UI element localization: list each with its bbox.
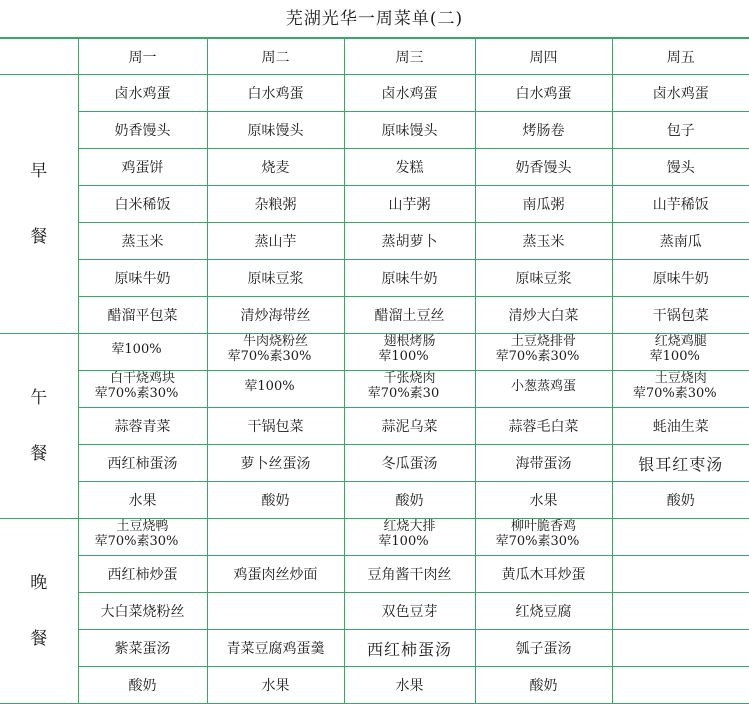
dish-cell: 酸奶 — [344, 482, 475, 519]
dish-cell: 紫菜蛋汤 — [78, 630, 207, 667]
dinner-label-char: 晚 — [30, 573, 48, 593]
header-row — [0, 39, 749, 75]
dish-cell: 白米稀饭 — [78, 186, 207, 223]
dish-cell — [344, 519, 475, 556]
breakfast-row — [0, 223, 749, 260]
lunch-row — [0, 371, 749, 408]
dish-cell: 蒸山芋 — [207, 223, 344, 260]
dish-two-line — [613, 371, 749, 401]
menu-title: 芜湖光华一周菜单(二) — [0, 0, 749, 38]
dish-two-line — [345, 334, 475, 364]
lunch-row — [0, 334, 749, 371]
dish-cell — [344, 334, 475, 371]
dish-cell: 卤水鸡蛋 — [612, 75, 749, 112]
dish-cell: 清炒海带丝 — [207, 297, 344, 334]
day-header: 周二 — [207, 39, 344, 75]
dish-cell: 水果 — [78, 482, 207, 519]
dish-cell: 山芋稀饭 — [612, 186, 749, 223]
dish-name: 千张烧肉 — [383, 371, 436, 386]
dish-name: 土豆烧鸭 — [116, 519, 169, 534]
dish-cell: 醋溜土豆丝 — [344, 297, 475, 334]
dish-cell: 青菜豆腐鸡蛋羹 — [207, 630, 344, 667]
dish-cell: 卤水鸡蛋 — [344, 75, 475, 112]
dish-cell — [475, 519, 612, 556]
dish-cell: 黄瓜木耳炒蛋 — [475, 556, 612, 593]
dish-two-line — [345, 371, 475, 401]
dish-cell: 原味豆浆 — [207, 260, 344, 297]
dinner-row — [0, 556, 749, 593]
dish-ratio: 荤70%素30% — [94, 534, 179, 549]
dish-cell: 烧麦 — [207, 149, 344, 186]
dish-cell: 奶香馒头 — [475, 149, 612, 186]
day-header: 周四 — [475, 39, 612, 75]
dish-cell: 豆角酱干肉丝 — [344, 556, 475, 593]
dish-two-line — [208, 379, 344, 394]
dish-cell: 烤肠卷 — [475, 112, 612, 149]
dish-two-line — [79, 371, 207, 401]
lunch-label-char: 餐 — [30, 444, 48, 464]
dish-cell: 蒸南瓜 — [612, 223, 749, 260]
lunch-label-char: 午 — [30, 388, 48, 408]
dish-cell — [78, 519, 207, 556]
dish-cell: 酸奶 — [78, 667, 207, 704]
dish-two-line — [476, 519, 612, 549]
dish-cell: 蒸玉米 — [475, 223, 612, 260]
dish-cell — [612, 630, 749, 667]
dish-cell — [612, 519, 749, 556]
dish-cell: 蒸胡萝卜 — [344, 223, 475, 260]
dish-two-line — [476, 379, 612, 394]
dish-name: 土豆烧肉 — [654, 371, 707, 386]
dish-cell: 发糕 — [344, 149, 475, 186]
breakfast-row — [0, 112, 749, 149]
dish-two-line — [345, 519, 475, 549]
dish-cell: 水果 — [344, 667, 475, 704]
dish-cell: 原味豆浆 — [475, 260, 612, 297]
breakfast-row — [0, 75, 749, 112]
dish-ratio: 荤70%素30% — [94, 386, 179, 401]
dish-name: 翅根烤肠 — [383, 334, 436, 349]
dish-two-line — [613, 334, 749, 364]
dish-cell: 干锅包菜 — [612, 297, 749, 334]
dish-cell: 冬瓜蛋汤 — [344, 445, 475, 482]
dish-cell: 蒜泥乌菜 — [344, 408, 475, 445]
dish-cell: 白水鸡蛋 — [207, 75, 344, 112]
dish-cell — [612, 334, 749, 371]
dish-cell: 蒜蓉毛白菜 — [475, 408, 612, 445]
dish-cell: 酸奶 — [207, 482, 344, 519]
dish-name: 土豆烧排骨 — [510, 334, 576, 349]
dish-cell: 蒸玉米 — [78, 223, 207, 260]
dish-cell: 水果 — [207, 667, 344, 704]
dish-name: 红烧鸡腿 — [654, 334, 707, 349]
breakfast-row — [0, 149, 749, 186]
dish-cell: 瓠子蛋汤 — [475, 630, 612, 667]
dish-cell: 酸奶 — [612, 482, 749, 519]
dish-cell — [207, 593, 344, 630]
dish-cell: 清炒大白菜 — [475, 297, 612, 334]
dish-ratio: 荤100% — [378, 349, 429, 364]
breakfast-row — [0, 260, 749, 297]
dish-cell: 醋溜平包菜 — [78, 297, 207, 334]
dinner-row — [0, 593, 749, 630]
breakfast-label-char: 早 — [30, 161, 48, 181]
dinner-label — [0, 519, 78, 704]
breakfast-row — [0, 297, 749, 334]
dish-ratio: 荤100% — [649, 349, 700, 364]
dish-ratio: 荤70%素30% — [632, 386, 717, 401]
dish-cell: 原味牛奶 — [612, 260, 749, 297]
dish-two-line — [79, 519, 207, 549]
dish-cell: 海带蛋汤 — [475, 445, 612, 482]
dish-cell: 鸡蛋肉丝炒面 — [207, 556, 344, 593]
corner-cell — [0, 39, 78, 75]
dish-cell — [612, 371, 749, 408]
dinner-row — [0, 667, 749, 704]
menu-table — [0, 38, 749, 704]
dish-ratio: 荤70%素30% — [495, 349, 580, 364]
dish-cell: 蚝油生菜 — [612, 408, 749, 445]
dish-cell — [475, 371, 612, 408]
dish-cell — [207, 519, 344, 556]
dish-cell — [475, 334, 612, 371]
breakfast-label — [0, 75, 78, 334]
dish-cell: 卤水鸡蛋 — [78, 75, 207, 112]
dish-cell: 原味馒头 — [207, 112, 344, 149]
dish-cell: 山芋粥 — [344, 186, 475, 223]
breakfast-label-char: 餐 — [30, 227, 48, 247]
dish-cell — [207, 334, 344, 371]
dish-cell: 萝卜丝蛋汤 — [207, 445, 344, 482]
dish-two-line — [79, 342, 207, 357]
dish-ratio: 荤70%素30% — [495, 534, 580, 549]
dish-cell: 原味牛奶 — [78, 260, 207, 297]
dish-cell: 包子 — [612, 112, 749, 149]
dish-cell — [78, 371, 207, 408]
dish-cell: 西红柿蛋汤 — [78, 445, 207, 482]
dish-cell — [207, 371, 344, 408]
dish-cell — [78, 334, 207, 371]
dish-two-line — [476, 334, 612, 364]
dish-cell: 西红柿蛋汤 — [344, 630, 475, 667]
dish-cell: 蒜蓉青菜 — [78, 408, 207, 445]
dish-ratio: 荤100% — [111, 341, 162, 357]
dish-name: 白干烧鸡块 — [109, 371, 175, 386]
dish-cell: 白水鸡蛋 — [475, 75, 612, 112]
dish-cell: 大白菜烧粉丝 — [78, 593, 207, 630]
dish-ratio: 荤70%素30 — [367, 386, 440, 401]
dish-cell: 原味牛奶 — [344, 260, 475, 297]
day-header: 周五 — [612, 39, 749, 75]
dish-name: 柳叶脆香鸡 — [510, 519, 576, 534]
dinner-row — [0, 519, 749, 556]
dish-cell: 水果 — [475, 482, 612, 519]
dinner-row — [0, 630, 749, 667]
dish-cell: 双色豆芽 — [344, 593, 475, 630]
dish-cell: 馒头 — [612, 149, 749, 186]
lunch-label — [0, 334, 78, 519]
dish-cell — [612, 667, 749, 704]
dish-cell — [612, 593, 749, 630]
dish-cell: 干锅包菜 — [207, 408, 344, 445]
dish-cell: 鸡蛋饼 — [78, 149, 207, 186]
day-header: 周三 — [344, 39, 475, 75]
dish-cell: 杂粮粥 — [207, 186, 344, 223]
dish-cell — [612, 556, 749, 593]
dish-ratio: 荤70%素30% — [227, 349, 312, 364]
dish-cell: 西红柿炒蛋 — [78, 556, 207, 593]
dish-two-line — [208, 334, 344, 364]
dish-ratio: 荤100% — [378, 534, 429, 549]
dinner-label-char: 餐 — [30, 629, 48, 649]
dish-cell: 奶香馒头 — [78, 112, 207, 149]
lunch-row — [0, 408, 749, 445]
lunch-row — [0, 445, 749, 482]
dish-cell: 红烧豆腐 — [475, 593, 612, 630]
lunch-row — [0, 482, 749, 519]
dish-name: 红烧大排 — [383, 519, 436, 534]
dish-cell: 酸奶 — [475, 667, 612, 704]
dish-ratio: 荤100% — [244, 378, 295, 394]
dish-cell: 原味馒头 — [344, 112, 475, 149]
day-header: 周一 — [78, 39, 207, 75]
dish-cell — [344, 371, 475, 408]
dish-name: 牛肉烧粉丝 — [242, 334, 308, 349]
dish-name: 小葱蒸鸡蛋 — [510, 378, 576, 394]
breakfast-row — [0, 186, 749, 223]
dish-cell: 银耳红枣汤 — [612, 445, 749, 482]
dish-cell: 南瓜粥 — [475, 186, 612, 223]
